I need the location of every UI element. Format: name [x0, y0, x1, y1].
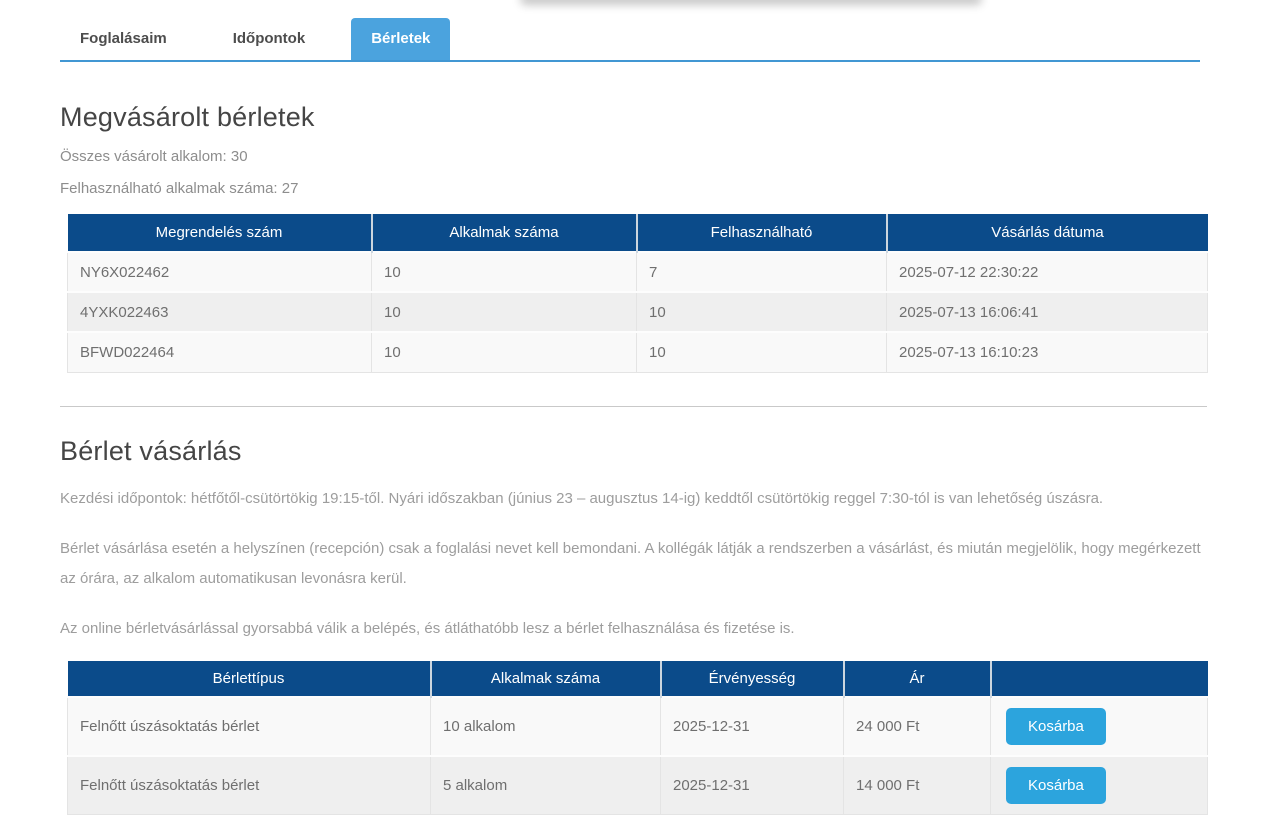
- section-divider: [60, 406, 1207, 407]
- tab-bar: [60, 18, 1200, 62]
- purchase-date-cell: 2025-07-13 16:10:23: [887, 332, 1208, 372]
- buy-pass-title: Bérlet vásárlás: [60, 435, 242, 466]
- column-header-sessions: Alkalmak száma: [372, 214, 637, 252]
- purchased-passes-title: Megvásárolt bérletek: [60, 102, 315, 132]
- pass-type-cell: Felnőtt úszásoktatás bérlet: [68, 697, 431, 756]
- buy-pass-table: [67, 661, 1208, 816]
- total-sessions-line: Összes vásárolt alkalom: 30: [60, 148, 248, 165]
- order-number-cell: BFWD022464: [68, 332, 372, 372]
- add-to-cart-button[interactable]: Kosárba: [1006, 708, 1106, 745]
- sessions-cell: 10: [372, 252, 637, 292]
- column-header-pass-type: Bérlettípus: [68, 661, 431, 697]
- purchase-date-cell: 2025-07-12 22:30:22: [887, 252, 1208, 292]
- sessions-cell: 10 alkalom: [431, 697, 661, 756]
- reception-info-paragraph: Bérlet vásárlása esetén a helyszínen (recepción) csak a foglalási nevet kell bemondani. A kollégák látják a rendszerben a vásárlást, és miután megjelölik, hogy megérkezett az órára, az alkalom automatikusan levonásra kerül.: [60, 539, 1201, 587]
- column-header-price: Ár: [844, 661, 991, 697]
- table-row: [68, 756, 1208, 815]
- start-times-paragraph: Kezdési időpontok: hétfőtől-csütörtökig 19:15-től. Nyári időszakban (június 23 – augusztus 14-ig) keddtől csütörtökig reggel 7:30-tól is van lehetőség úszásra.: [60, 489, 1104, 507]
- cart-cell: [991, 697, 1208, 756]
- validity-cell: 2025-12-31: [661, 697, 844, 756]
- sessions-cell: 10: [372, 292, 637, 332]
- price-cell: 24 000 Ft: [844, 697, 991, 756]
- tab-berletek[interactable]: Bérletek: [351, 18, 450, 60]
- column-header-order-number: Megrendelés szám: [68, 214, 372, 252]
- available-cell: 10: [637, 292, 887, 332]
- purchase-date-cell: 2025-07-13 16:06:41: [887, 292, 1208, 332]
- price-cell: 14 000 Ft: [844, 756, 991, 815]
- cart-cell: [991, 756, 1208, 815]
- column-header-cart: [991, 661, 1208, 697]
- tab-foglalasaim[interactable]: Foglalásaim: [80, 30, 167, 47]
- column-header-purchase-date: Vásárlás dátuma: [887, 214, 1208, 252]
- tab-idopontok[interactable]: Időpontok: [232, 30, 306, 47]
- column-header-available: Felhasználható: [637, 214, 887, 252]
- table-row: [68, 332, 1208, 372]
- add-to-cart-button[interactable]: Kosárba: [1006, 767, 1106, 804]
- column-header-validity: Érvényesség: [661, 661, 844, 697]
- sessions-cell: 10: [372, 332, 637, 372]
- validity-cell: 2025-12-31: [661, 756, 844, 815]
- table-row: [68, 697, 1208, 756]
- pass-type-cell: Felnőtt úszásoktatás bérlet: [68, 756, 431, 815]
- online-benefit-paragraph: Az online bérletvásárlással gyorsabbá válik a belépés, és átláthatóbb lesz a bérlet felhasználása és fizetése is.: [60, 619, 795, 637]
- column-header-sessions: Alkalmak száma: [431, 661, 661, 697]
- order-number-cell: 4YXK022463: [68, 292, 372, 332]
- purchased-table-header: [68, 214, 1208, 252]
- available-cell: 7: [637, 252, 887, 292]
- main-content: [0, 102, 1268, 815]
- available-cell: 10: [637, 332, 887, 372]
- buy-pass-table-header: [68, 661, 1208, 697]
- available-sessions-line: Felhasználható alkalmak száma: 27: [60, 180, 299, 197]
- order-number-cell: NY6X022462: [68, 252, 372, 292]
- sessions-cell: 5 alkalom: [431, 756, 661, 815]
- table-row: [68, 292, 1208, 332]
- purchased-passes-table: [67, 214, 1208, 373]
- table-row: [68, 252, 1208, 292]
